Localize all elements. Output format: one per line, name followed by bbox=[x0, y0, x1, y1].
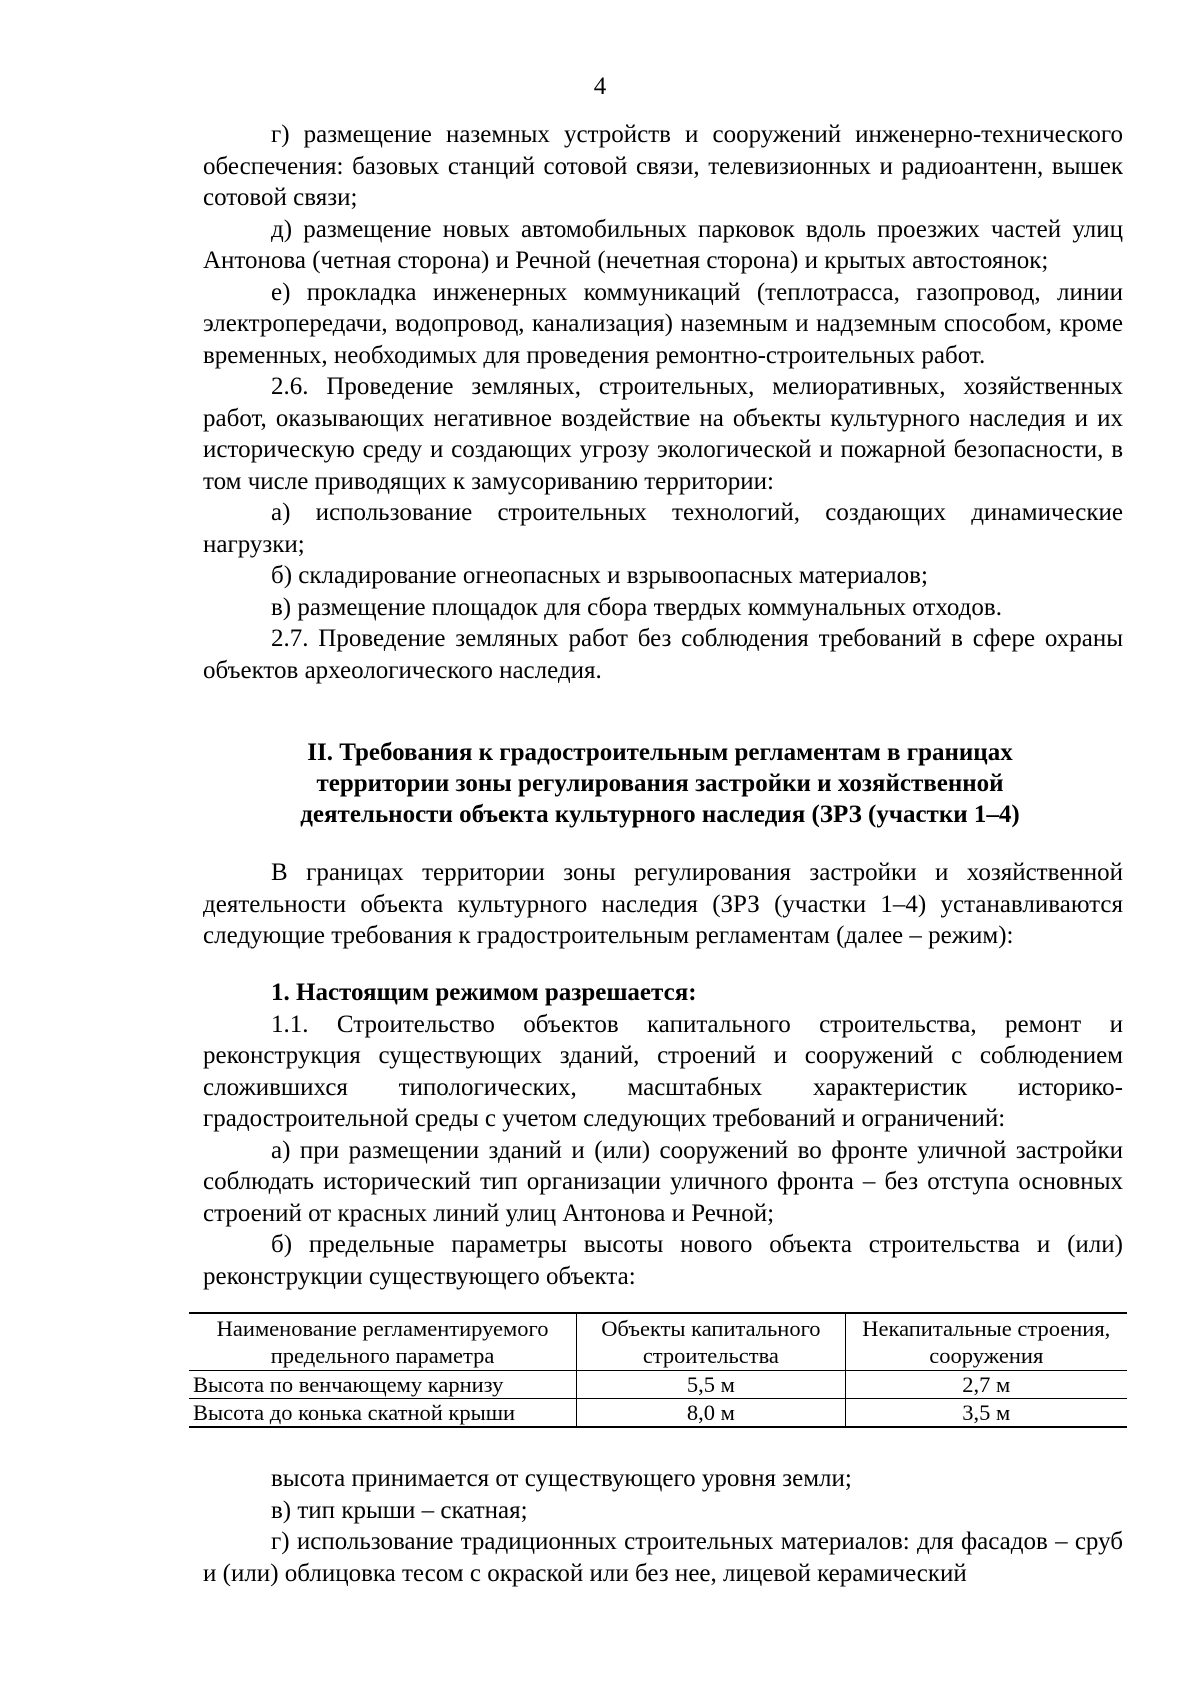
table-cell-capital: 5,5 м bbox=[577, 1371, 845, 1399]
intro-paragraph: В границах территории зоны регулирования застройки и хозяйственной деятельности объекта культурного наследия (ЗРЗ (участки 1–4) устанавливаются следующие требования к градостроительным регламентам (далее – режим): bbox=[203, 859, 1123, 949]
table-header-capital: Объекты капитального строительства bbox=[577, 1313, 845, 1371]
table-cell-noncapital: 2,7 м bbox=[845, 1371, 1127, 1399]
paragraph-height-reference: высота принимается от существующего уровня земли; bbox=[271, 1465, 852, 1492]
section-heading-line-3: деятельности объекта культурного наследия (ЗРЗ (участки 1–4) bbox=[300, 801, 1020, 828]
bottom-text-block bbox=[203, 1463, 1123, 1589]
subheading-allowed: 1. Настоящим режимом разрешается: bbox=[271, 979, 697, 1006]
paragraph-1-1-construction: 1.1. Строительство объектов капитального строительства, ремонт и реконструкция существующих зданий, строений и сооружений с соблюдением сложившихся типологических, масштабных характеристик историко-градостроительной среды с учетом следующих требований и ограничений: bbox=[203, 1010, 1123, 1132]
height-parameters-table bbox=[189, 1312, 1127, 1428]
table-header-noncapital: Некапитальные строения, сооружения bbox=[845, 1313, 1127, 1371]
table-header-row bbox=[189, 1313, 1127, 1371]
paragraph-2-6-earthworks: 2.6. Проведение земляных, строительных, мелиоративных, хозяйственных работ, оказывающих негативное воздействие на объекты культурного наследия и их историческую среду и создающих угрозу экологической и пожарной безопасности, в том числе приводящих к замусориванию территории: bbox=[203, 373, 1123, 495]
section-heading-line-2: территории зоны регулирования застройки и хозяйственной bbox=[316, 770, 1004, 797]
paragraph-b-height-limits: б) предельные параметры высоты нового объекта строительства и (или) реконструкции существующего объекта: bbox=[203, 1231, 1123, 1290]
table-header-parameter: Наименование регламентируемого предельного параметра bbox=[189, 1313, 577, 1371]
paragraph-a-street-front: а) при размещении зданий и (или) сооружений во фронте уличной застройки соблюдать исторический тип организации уличного фронта – без отступа основных строений от красных линий улиц Антонова и Речной; bbox=[203, 1136, 1123, 1227]
top-text-block bbox=[203, 119, 1123, 686]
section-heading-line-1: II. Требования к градостроительным регламентам в границах bbox=[307, 739, 1013, 766]
paragraph-v-roof-type: в) тип крыши – скатная; bbox=[271, 1496, 528, 1524]
table-row bbox=[189, 1399, 1127, 1428]
intro-text-block bbox=[203, 857, 1123, 952]
paragraph-g-materials: г) использование традиционных строительных материалов: для фасадов – сруб и (или) облицовка тесом с окраской или без нее, лицевой керамический bbox=[203, 1528, 1123, 1587]
allowed-text-block bbox=[203, 977, 1123, 1292]
table-cell-parameter: Высота по венчающему карнизу bbox=[189, 1371, 577, 1399]
paragraph-a-dynamic-loads: а) использование строительных технологий, создающих динамические нагрузки; bbox=[203, 499, 1123, 558]
table-cell-noncapital: 3,5 м bbox=[845, 1399, 1127, 1428]
paragraph-b-storage: б) складирование огнеопасных и взрывоопасных материалов; bbox=[271, 562, 928, 589]
paragraph-d-parking: д) размещение новых автомобильных парковок вдоль проезжих частей улиц Антонова (четная сторона) и Речной (нечетная сторона) и крытых автостоянок; bbox=[203, 215, 1123, 274]
table-cell-parameter: Высота до конька скатной крыши bbox=[189, 1399, 577, 1428]
paragraph-v-waste-sites: в) размещение площадок для сбора твердых коммунальных отходов. bbox=[271, 593, 1002, 621]
section-heading bbox=[200, 737, 1120, 830]
table-row bbox=[189, 1371, 1127, 1399]
paragraph-2-7-archaeology: 2.7. Проведение земляных работ без соблюдения требований в сфере охраны объектов археологического наследия. bbox=[203, 625, 1123, 684]
paragraph-g-engineering-devices: г) размещение наземных устройств и сооружений инженерно-технического обеспечения: базовых станций сотовой связи, телевизионных и радиоантенн, вышек сотовой связи; bbox=[203, 121, 1123, 211]
page-number: 4 bbox=[593, 73, 607, 100]
table-cell-capital: 8,0 м bbox=[577, 1399, 845, 1428]
paragraph-e-utilities: е) прокладка инженерных коммуникаций (теплотрасса, газопровод, линии электропередачи, водопровод, канализация) наземным и надземным способом, кроме временных, необходимых для проведения ремонтно-строительных работ. bbox=[203, 278, 1123, 369]
